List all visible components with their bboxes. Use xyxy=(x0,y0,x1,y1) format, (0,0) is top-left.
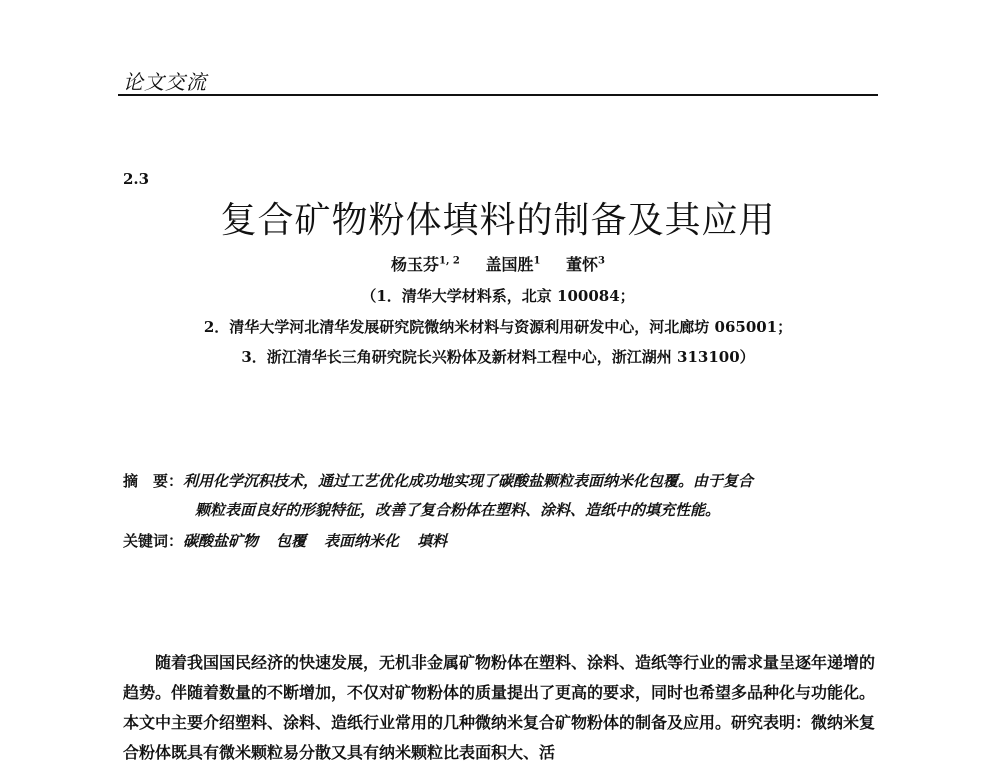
author xyxy=(391,255,460,274)
keyword: 包覆 xyxy=(276,532,307,550)
abstract-label: 摘 要： xyxy=(123,472,184,490)
body-paragraph: 随着我国国民经济的快速发展，无机非金属矿物粉体在塑料、涂料、造纸等行业的需求量呈逐年递增的趋势。伴随着数量的不断增加，不仅对矿物粉体的质量提出了更高的要求，同时也希望多品种化与功能化。本文中主要介绍塑料、涂料、造纸行业常用的几种微纳米复合矿物粉体的制备及应用。研究表明：微纳米复合粉体既具有微米颗粒易分散又具有纳米颗粒比表面积大、活 xyxy=(123,653,876,762)
keyword: 表面纳米化 xyxy=(324,532,400,550)
affiliation: （1．清华大学材料系，北京 100084； xyxy=(361,287,635,305)
keywords xyxy=(123,530,878,551)
keyword: 碳酸盐矿物 xyxy=(183,532,259,550)
author xyxy=(566,255,605,274)
abstract xyxy=(123,467,878,525)
affiliation: 3．浙江清华长三角研究院长兴粉体及新材料工程中心，浙江湖州 313100） xyxy=(241,348,755,366)
abstract-line: 利用化学沉积技术，通过工艺优化成功地实现了碳酸盐颗粒表面纳米化包覆。由于复合 xyxy=(183,472,754,490)
section-number: 2.3 xyxy=(123,170,150,188)
header-rule xyxy=(118,94,878,96)
running-header: 论文交流 xyxy=(123,70,207,94)
author-affiliation-mark: 1 xyxy=(533,255,541,267)
paper-title: 复合矿物粉体填料的制备及其应用 xyxy=(220,200,776,241)
abstract-line: 颗粒表面良好的形貌特征，改善了复合粉体在塑料、涂料、造纸中的填充性能。 xyxy=(195,501,721,519)
author-name: 董怀 xyxy=(566,255,599,274)
author-list xyxy=(118,252,878,275)
author-name: 盖国胜 xyxy=(485,255,534,274)
keyword: 填料 xyxy=(417,532,448,550)
author-name: 杨玉芬 xyxy=(390,255,439,274)
author-affiliation-mark: 1, 2 xyxy=(439,255,460,267)
author-affiliation-mark: 3 xyxy=(598,255,606,267)
affiliation: 2．清华大学河北清华发展研究院微纳米材料与资源利用研发中心，河北廊坊 065001； xyxy=(203,318,793,336)
author xyxy=(485,255,540,274)
keywords-label: 关键词： xyxy=(123,532,184,550)
